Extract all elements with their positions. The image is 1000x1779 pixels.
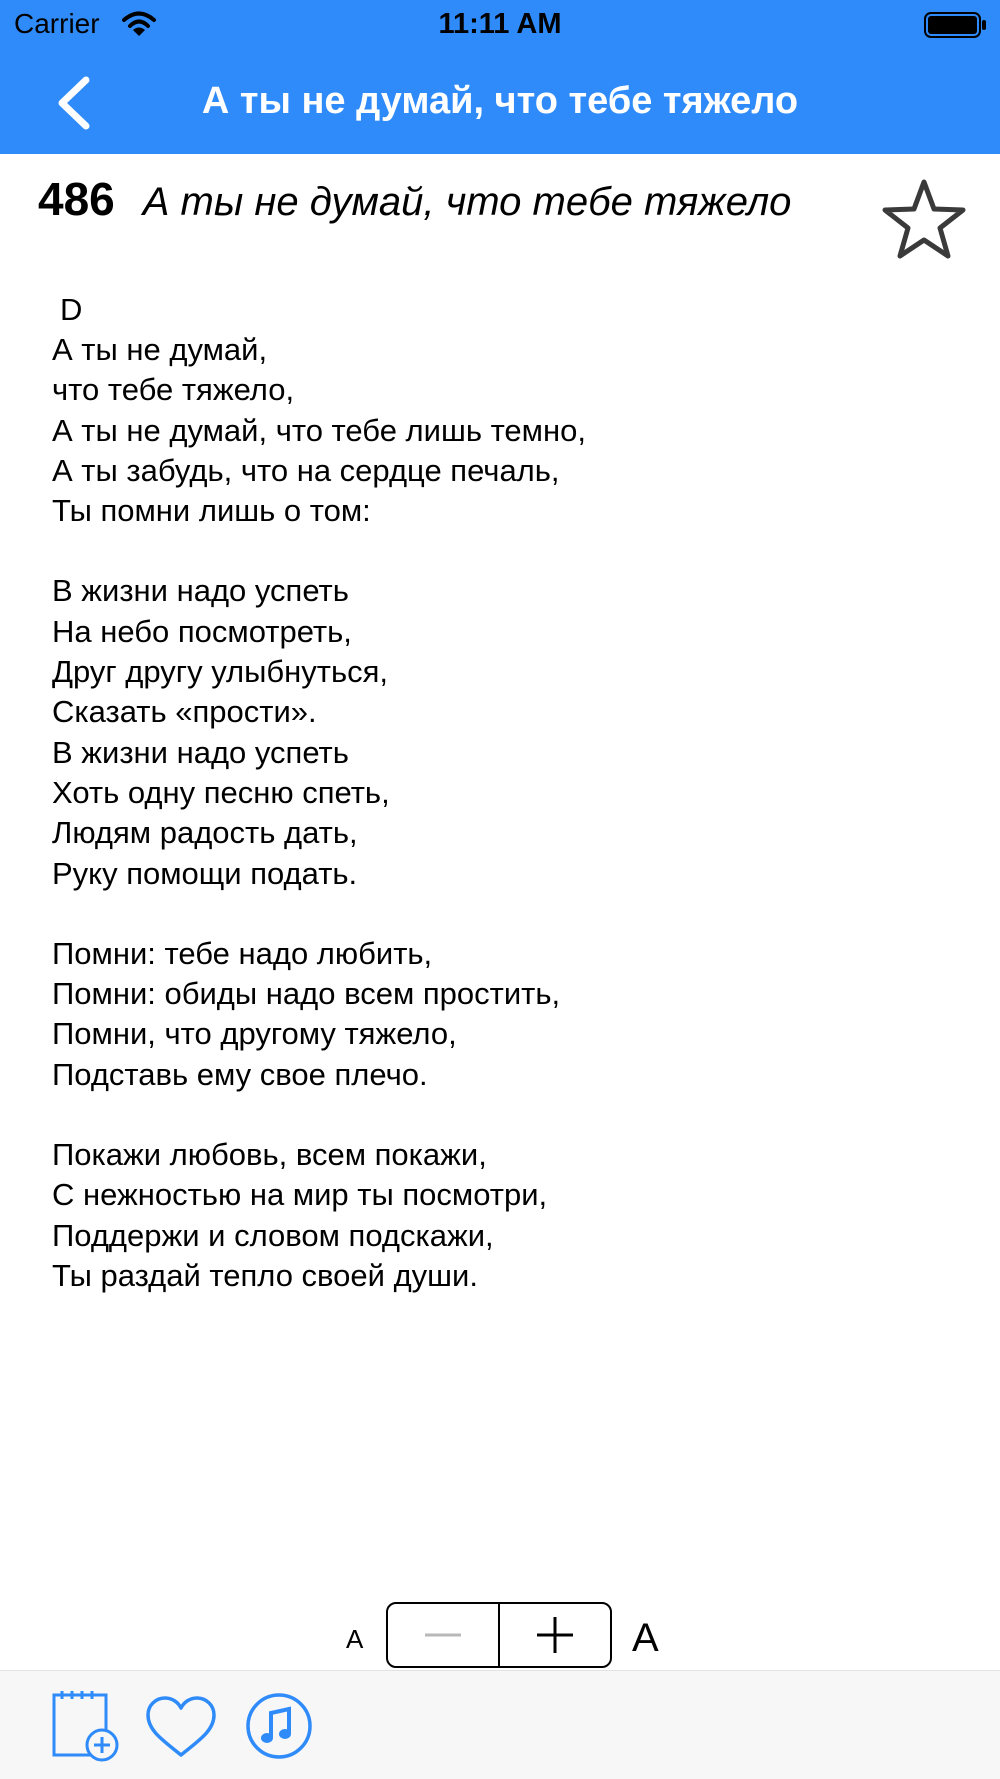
stanza	[52, 330, 952, 531]
lyric-line: что тебе тяжело,	[52, 372, 295, 408]
lyric-line: Хоть одну песню спеть,	[52, 774, 390, 810]
carrier-label: Carrier	[14, 8, 100, 39]
lyric-line: Ты раздай тепло своей души.	[52, 1257, 478, 1293]
star-outline-icon[interactable]	[876, 172, 972, 268]
lyrics	[52, 290, 952, 1336]
status-bar	[0, 0, 1000, 50]
lyric-line: Людям радость дать,	[52, 815, 358, 851]
minus-icon	[423, 1615, 463, 1655]
lyric-line: Ты помни лишь о том:	[52, 493, 371, 529]
lyric-line: Друг другу улыбнуться,	[52, 654, 389, 690]
lyric-line: Подставь ему свое плечо.	[52, 1056, 428, 1092]
font-size-control	[0, 1600, 1000, 1672]
music-note-icon[interactable]	[244, 1691, 314, 1761]
song-title: А ты не думай, что тебе тяжело	[142, 180, 792, 224]
stanza	[52, 1135, 952, 1296]
stanza	[52, 571, 952, 893]
lyric-line: На небо посмотреть,	[52, 613, 352, 649]
decrease-font-button[interactable]	[388, 1604, 498, 1666]
plus-icon	[535, 1615, 575, 1655]
stanza	[52, 934, 952, 1095]
nav-title: А ты не думай, что тебе тяжело	[201, 80, 799, 122]
lyric-line: С нежностью на мир ты посмотри,	[52, 1177, 548, 1213]
song-header	[38, 172, 791, 232]
font-large-label: A	[632, 1616, 659, 1660]
lyric-line: А ты не думай,	[52, 332, 268, 367]
status-time: 11:11 AM	[438, 8, 562, 40]
navigation-bar	[0, 50, 1000, 154]
lyric-line: В жизни надо успеть	[52, 734, 349, 770]
lyric-line: В жизни надо успеть	[52, 573, 349, 609]
add-to-notebook-icon[interactable]	[50, 1689, 124, 1763]
lyric-line: Сказать «прости».	[52, 694, 317, 730]
lyric-line: Помни: тебе надо любить,	[52, 935, 433, 971]
chord-label: D	[60, 292, 83, 327]
song-number: 486	[38, 173, 115, 225]
battery-full-icon	[924, 11, 988, 39]
lyric-line: Покажи любовь, всем покажи,	[52, 1137, 487, 1173]
font-small-label: A	[346, 1624, 364, 1654]
bottom-toolbar	[0, 1670, 1000, 1779]
lyric-line: Поддержи и словом подскажи,	[52, 1217, 494, 1253]
lyric-line: Помни, что другому тяжело,	[52, 1016, 457, 1052]
lyric-line: А ты забудь, что на сердце печаль,	[52, 452, 560, 488]
lyric-line: Руку помощи подать.	[52, 855, 358, 891]
lyric-line: А ты не думай, что тебе лишь темно,	[52, 412, 586, 448]
heart-outline-icon[interactable]	[144, 1695, 218, 1759]
font-size-stepper	[386, 1602, 612, 1668]
lyric-line: Помни: обиды надо всем простить,	[52, 976, 561, 1012]
increase-font-button[interactable]	[500, 1604, 610, 1666]
